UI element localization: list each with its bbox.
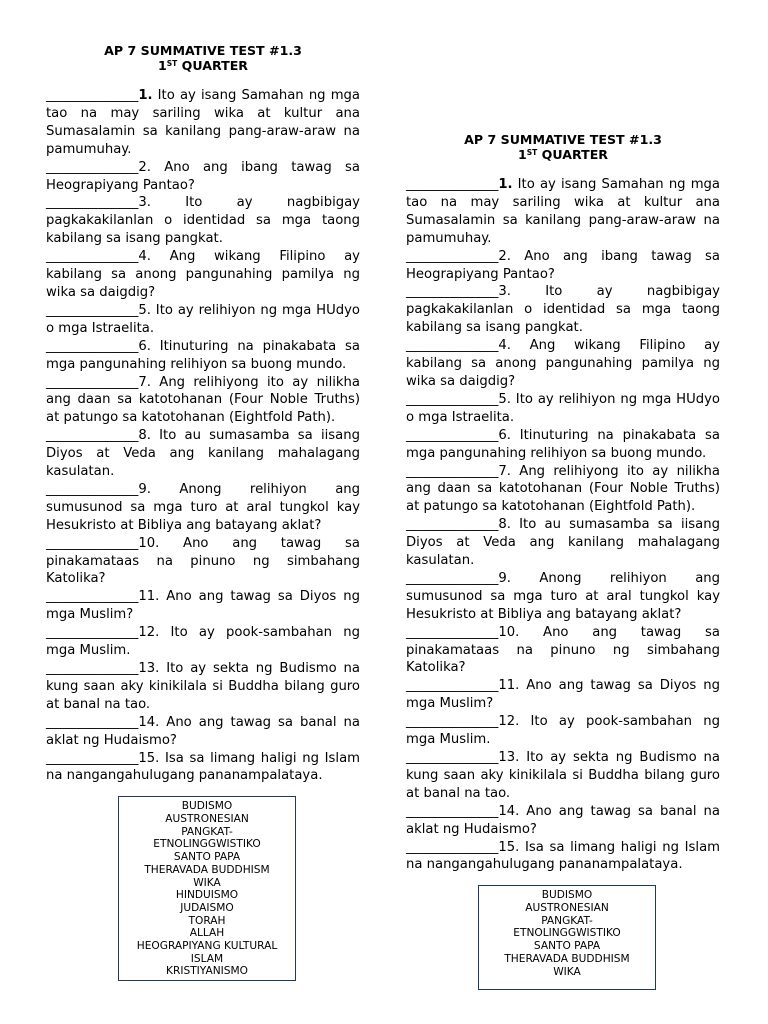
quarter-ordinal: ST: [166, 59, 178, 68]
answer-blank: ______________: [46, 625, 139, 641]
question-number: 13.: [498, 750, 520, 765]
question-item: [46, 624, 360, 660]
word-bank-item: THERAVADA BUDDHISM: [504, 952, 630, 965]
answer-blank: ______________: [406, 517, 499, 533]
question-item: [406, 677, 720, 713]
question-text: Itinuturing na pinakabata sa mga pangunahing relihiyon sa buong mundo.: [46, 338, 360, 372]
question-item: [406, 176, 720, 248]
question-item: [46, 159, 360, 195]
test-title: [406, 132, 720, 162]
question-text: Ito ay nagbibigay pagkakakilanlan o identidad sa mga taong kabilang sa isang pangkat.: [406, 284, 720, 336]
answer-blank: ______________: [46, 249, 139, 265]
question-text: Itinuturing na pinakabata sa mga pangunahing relihiyon sa buong mundo.: [406, 427, 720, 461]
word-bank-item: AUSTRONESIAN: [525, 902, 609, 915]
question-text: Ano ang tawag sa pinakamataas na pinuno ng simbahang Katolika?: [46, 535, 360, 587]
question-item: [46, 714, 360, 750]
word-bank-item: WIKA: [553, 965, 581, 978]
test-copy-left: [46, 43, 360, 981]
question-number: 4.: [498, 338, 511, 354]
question-list: [406, 176, 720, 874]
answer-blank: ______________: [46, 338, 139, 354]
answer-blank: ______________: [406, 391, 499, 407]
question-number: 15.: [498, 839, 520, 855]
answer-blank: ______________: [46, 88, 139, 103]
question-item: [406, 337, 720, 391]
question-number: 5.: [138, 302, 151, 318]
answer-blank: ______________: [406, 750, 499, 765]
word-bank-item: KRISTIYANISMO: [166, 965, 248, 978]
question-text: Ito ay relihiyon ng mga HUdyo o mga Istraelita.: [406, 391, 720, 425]
test-copy-right: [406, 132, 720, 990]
question-text: Ito ay nagbibigay pagkakakilanlan o identidad sa mga taong kabilang sa isang pangkat.: [46, 195, 360, 247]
answer-blank: ______________: [406, 678, 499, 694]
question-item: [406, 624, 720, 678]
question-number: 11.: [498, 678, 520, 694]
question-text: Ano ang tawag sa Diyos ng mga Muslim?: [46, 589, 360, 623]
answer-blank: ______________: [46, 302, 139, 318]
question-item: [406, 803, 720, 839]
question-number: 12.: [498, 714, 520, 730]
question-text: Ito au sumasamba sa iisang Diyos at Veda ang kanilang mahalagang kasulatan.: [406, 517, 720, 569]
question-text: Ano ang tawag sa banal na aklat ng Hudaismo?: [46, 714, 360, 748]
question-text: Ang wikang Filipino ay kabilang sa anong pangunahing pamilya ng wika sa daigdig?: [406, 338, 720, 389]
answer-blank: ______________: [406, 624, 499, 640]
question-text: Ang wikang Filipino ay kabilang sa anong pangunahing pamilya ng wika sa daigdig?: [46, 249, 360, 300]
title-line-1: AP 7 SUMMATIVE TEST #1.3: [104, 43, 302, 58]
quarter-label: QUARTER: [537, 147, 608, 162]
answer-blank: ______________: [46, 428, 139, 444]
question-item: [46, 338, 360, 374]
question-text: Ito ay pook-sambahan ng mga Muslim.: [406, 714, 720, 748]
question-item: [406, 463, 720, 517]
question-item: [406, 248, 720, 284]
question-item: [46, 87, 360, 159]
word-bank-item: AUSTRONESIAN: [165, 813, 249, 826]
question-text: Ang relihiyong ito ay nilikha ang daan sa katotohanan (Four Noble Truths) at patungo sa katotohanan (Eightfold Path).: [46, 374, 360, 426]
question-text: Ito ay relihiyon ng mga HUdyo o mga Istraelita.: [46, 302, 360, 336]
answer-blank: ______________: [406, 427, 499, 443]
question-text: Ito ay sekta ng Budismo na kung saan aky kinikilala si Buddha bilang guro at banal na tao.: [46, 661, 360, 712]
question-item: [406, 391, 720, 427]
question-text: Ano ang tawag sa banal na aklat ng Hudaismo?: [406, 803, 720, 837]
question-item: [46, 588, 360, 624]
question-text: Ito ay pook-sambahan ng mga Muslim.: [46, 625, 360, 659]
answer-blank: ______________: [406, 338, 499, 354]
word-bank-item: SANTO PAPA: [173, 851, 241, 864]
question-number: 14.: [498, 803, 520, 819]
question-text: Ano ang tawag sa Diyos ng mga Muslim?: [406, 678, 720, 712]
question-number: 3.: [498, 284, 511, 300]
question-number: 1.: [498, 177, 513, 192]
question-number: 8.: [138, 428, 151, 444]
word-bank-item: ALLAH: [189, 927, 225, 940]
title-line-1: AP 7 SUMMATIVE TEST #1.3: [464, 132, 662, 147]
word-bank: [118, 796, 296, 981]
word-bank-item: PANGKAT-: [181, 825, 233, 838]
word-bank-item: HEOGRAPIYANG KULTURAL: [136, 940, 278, 953]
question-text: Ito au sumasamba sa iisang Diyos at Veda ang kanilang mahalagang kasulatan.: [46, 428, 360, 480]
title-line-2: [406, 147, 720, 162]
quarter-number: 1: [158, 58, 167, 73]
title-line-2: [46, 58, 360, 73]
question-item: [46, 427, 360, 481]
question-item: [406, 713, 720, 749]
question-number: 2.: [138, 159, 151, 175]
question-text: Ito ay isang Samahan ng mga tao na may sariling wika at kultur ana Sumasalamin sa kanilang pang-araw-araw na pamumuhay.: [46, 88, 360, 157]
answer-blank: ______________: [406, 570, 499, 586]
answer-blank: ______________: [406, 803, 499, 819]
word-bank-item: ETNOLINGGWISTIKO: [513, 927, 621, 940]
question-item: [406, 839, 720, 875]
question-number: 4.: [138, 249, 151, 265]
question-text: Isa sa limang haligi ng Islam na nangangahulugang pananampalataya.: [46, 750, 360, 784]
question-item: [406, 516, 720, 570]
word-bank-item: HINDUISMO: [175, 889, 239, 902]
quarter-ordinal: ST: [526, 148, 538, 157]
question-number: 14.: [138, 714, 160, 730]
question-item: [46, 750, 360, 786]
question-number: 7.: [498, 463, 511, 479]
question-number: 11.: [138, 589, 160, 605]
word-bank-item: THERAVADA BUDDHISM: [144, 863, 270, 876]
question-item: [406, 570, 720, 624]
answer-blank: ______________: [46, 195, 139, 211]
question-number: 8.: [498, 517, 511, 533]
answer-blank: ______________: [46, 714, 139, 730]
answer-blank: ______________: [46, 661, 139, 676]
question-text: Ang relihiyong ito ay nilikha ang daan sa katotohanan (Four Noble Truths) at patungo sa katotohanan (Eightfold Path).: [406, 463, 720, 515]
question-item: [46, 481, 360, 535]
question-item: [46, 248, 360, 302]
word-bank-item: TORAH: [188, 914, 226, 927]
question-text: Ano ang ibang tawag sa Heograpiyang Pantao?: [46, 159, 360, 193]
question-number: 10.: [138, 535, 160, 551]
answer-blank: ______________: [406, 714, 499, 730]
question-number: 7.: [138, 374, 151, 390]
word-bank-item: ISLAM: [190, 952, 224, 965]
question-text: Ito ay sekta ng Budismo na kung saan aky kinikilala si Buddha bilang guro at banal na tao.: [406, 750, 720, 801]
question-text: Anong relihiyon ang sumusunod sa mga turo at aral tungkol kay Hesukristo at Bibliya ang batayang aklat?: [46, 481, 360, 533]
word-bank-item: PANGKAT-: [541, 914, 593, 927]
answer-blank: ______________: [46, 589, 139, 605]
quarter-label: QUARTER: [177, 58, 248, 73]
answer-blank: ______________: [406, 284, 499, 300]
question-item: [46, 194, 360, 248]
question-number: 12.: [138, 625, 160, 641]
word-bank-item: BUDISMO: [181, 800, 233, 813]
question-item: [406, 749, 720, 803]
question-number: 6.: [498, 427, 511, 443]
question-number: 9.: [498, 570, 511, 586]
question-item: [46, 660, 360, 714]
answer-blank: ______________: [46, 374, 139, 390]
question-number: 15.: [138, 750, 160, 766]
question-number: 9.: [138, 481, 151, 497]
question-number: 1.: [138, 88, 153, 103]
question-text: Ano ang ibang tawag sa Heograpiyang Pantao?: [406, 248, 720, 282]
answer-blank: ______________: [46, 750, 139, 766]
answer-blank: ______________: [46, 481, 139, 497]
question-item: [46, 374, 360, 428]
question-text: Anong relihiyon ang sumusunod sa mga turo at aral tungkol kay Hesukristo at Bibliya ang batayang aklat?: [406, 570, 720, 622]
answer-blank: ______________: [406, 839, 499, 855]
question-number: 6.: [138, 338, 151, 354]
question-item: [406, 427, 720, 463]
answer-blank: ______________: [406, 463, 499, 479]
question-item: [46, 535, 360, 589]
question-number: 10.: [498, 624, 520, 640]
question-number: 5.: [498, 391, 511, 407]
word-bank-item: SANTO PAPA: [533, 940, 601, 953]
answer-blank: ______________: [46, 159, 139, 175]
answer-blank: ______________: [406, 248, 499, 264]
quarter-number: 1: [518, 147, 527, 162]
question-item: [46, 302, 360, 338]
word-bank: [478, 885, 656, 990]
question-list: [46, 87, 360, 785]
question-text: Ano ang tawag sa pinakamataas na pinuno ng simbahang Katolika?: [406, 624, 720, 676]
question-text: Ito ay isang Samahan ng mga tao na may sariling wika at kultur ana Sumasalamin sa kanilang pang-araw-araw na pamumuhay.: [406, 177, 720, 246]
question-number: 2.: [498, 248, 511, 264]
question-number: 13.: [138, 661, 160, 676]
word-bank-item: BUDISMO: [541, 889, 593, 902]
test-title: [46, 43, 360, 73]
question-item: [406, 283, 720, 337]
question-number: 3.: [138, 195, 151, 211]
word-bank-item: JUDAISMO: [180, 901, 234, 914]
word-bank-item: ETNOLINGGWISTIKO: [153, 838, 261, 851]
answer-blank: ______________: [406, 177, 499, 192]
question-text: Isa sa limang haligi ng Islam na nangangahulugang pananampalataya.: [406, 839, 720, 873]
word-bank-item: WIKA: [193, 876, 221, 889]
answer-blank: ______________: [46, 535, 139, 551]
